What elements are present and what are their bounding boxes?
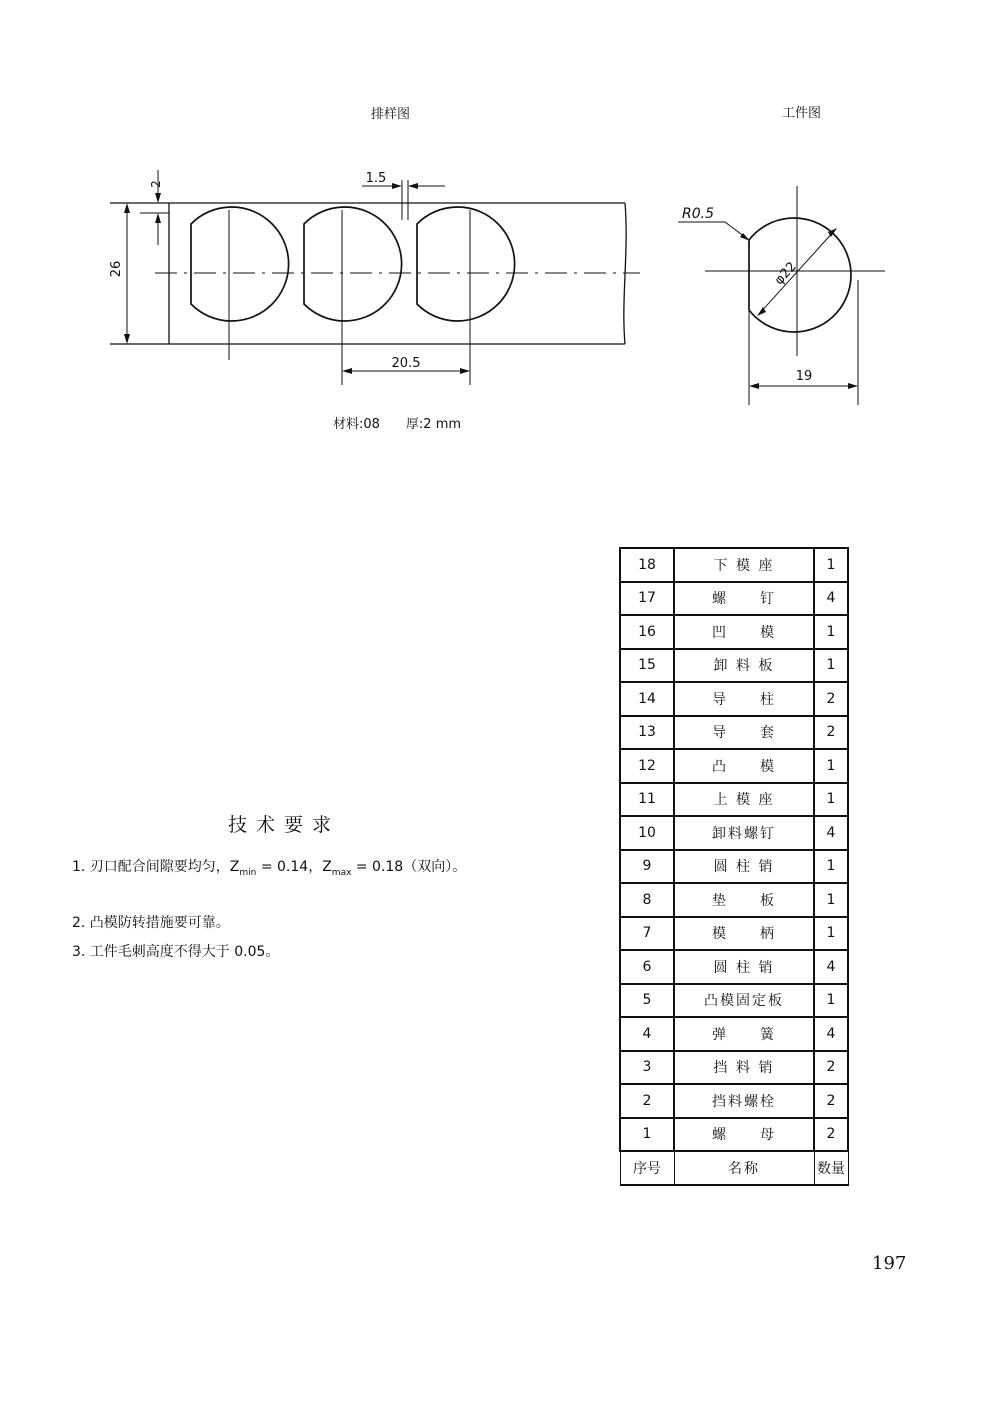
part-number: 4	[620, 1017, 674, 1051]
part-name: 螺 钉	[674, 582, 814, 616]
part-name: 导 柱	[674, 682, 814, 716]
table-row	[620, 716, 848, 750]
part-name: 圆 柱 销	[674, 950, 814, 984]
part-number: 5	[620, 984, 674, 1018]
part-drawing	[670, 180, 900, 410]
part-name: 下 模 座	[674, 548, 814, 582]
part-qty: 1	[814, 548, 848, 582]
part-qty: 2	[814, 1084, 848, 1118]
strip-layout-drawing	[100, 160, 660, 410]
table-row	[620, 615, 848, 649]
part-name: 垫 板	[674, 883, 814, 917]
blank-outline-1	[191, 207, 289, 321]
table-row	[620, 1118, 848, 1152]
part-qty: 2	[814, 1118, 848, 1152]
part-qty: 1	[814, 749, 848, 783]
part-name: 凹 模	[674, 615, 814, 649]
part-number: 7	[620, 917, 674, 951]
part-qty: 4	[814, 950, 848, 984]
table-row	[620, 950, 848, 984]
part-number: 9	[620, 850, 674, 884]
material-note: 材料:08 厚:2 mm	[333, 417, 462, 432]
table-row	[620, 1017, 848, 1051]
part-number: 2	[620, 1084, 674, 1118]
requirement-2: 2. 凸模防转措施要可靠。	[72, 915, 230, 931]
part-name: 弹 簧	[674, 1017, 814, 1051]
header-name: 名称	[674, 1151, 814, 1185]
table-row	[620, 883, 848, 917]
part-name: 凸模固定板	[674, 984, 814, 1018]
part-qty: 1	[814, 883, 848, 917]
part-name: 凸 模	[674, 749, 814, 783]
table-row	[620, 917, 848, 951]
part-number: 8	[620, 883, 674, 917]
page-number: 197	[872, 1253, 907, 1274]
table-header-row	[620, 1151, 848, 1185]
layout-title: 排样图	[371, 107, 411, 122]
part-name: 导 套	[674, 716, 814, 750]
table-row	[620, 850, 848, 884]
tech-requirements-title: 技术要求	[228, 814, 341, 836]
diameter-label: φ22	[771, 259, 800, 289]
table-row	[620, 749, 848, 783]
part-qty: 4	[814, 582, 848, 616]
part-number: 6	[620, 950, 674, 984]
part-number: 17	[620, 582, 674, 616]
part-name: 螺 母	[674, 1118, 814, 1152]
part-name: 上 模 座	[674, 783, 814, 817]
flat-width-label: 19	[795, 369, 813, 384]
part-number: 18	[620, 548, 674, 582]
dim-width-label: 26	[109, 260, 124, 278]
header-number: 序号	[620, 1151, 674, 1185]
table-row	[620, 682, 848, 716]
part-number: 12	[620, 749, 674, 783]
part-name: 挡料螺栓	[674, 1084, 814, 1118]
part-name: 模 柄	[674, 917, 814, 951]
part-qty: 1	[814, 850, 848, 884]
requirement-1: 1. 刃口配合间隙要均匀，$Z_{min} = 0.14$，$Z_{max} = 0.18$（双向）。	[72, 859, 467, 878]
part-number: 3	[620, 1051, 674, 1085]
table-row	[620, 1084, 848, 1118]
part-qty: 1	[814, 917, 848, 951]
part-qty: 1	[814, 984, 848, 1018]
part-qty: 1	[814, 615, 848, 649]
table-row	[620, 783, 848, 817]
part-name: 圆 柱 销	[674, 850, 814, 884]
table-row	[620, 816, 848, 850]
table-row	[620, 548, 848, 582]
table-row	[620, 984, 848, 1018]
part-name: 卸料螺钉	[674, 816, 814, 850]
table-row	[620, 1051, 848, 1085]
blank-outline-2	[304, 207, 402, 321]
part-qty: 2	[814, 682, 848, 716]
part-number: 1	[620, 1118, 674, 1152]
table-row	[620, 582, 848, 616]
part-number: 14	[620, 682, 674, 716]
dim-gap-label: 1.5	[365, 171, 387, 186]
requirement-3: 3. 工件毛刺高度不得大于 0.05。	[72, 944, 280, 960]
part-name: 卸 料 板	[674, 649, 814, 683]
part-number: 15	[620, 649, 674, 683]
table-row	[620, 649, 848, 683]
part-outline	[749, 218, 851, 332]
part-qty: 1	[814, 783, 848, 817]
dim-pitch-label: 20.5	[391, 356, 421, 371]
part-number: 11	[620, 783, 674, 817]
dim-edge-label: 2	[149, 180, 163, 188]
radius-label: R0.5	[682, 206, 714, 222]
part-qty: 4	[814, 816, 848, 850]
part-qty: 4	[814, 1017, 848, 1051]
part-qty: 1	[814, 649, 848, 683]
part-name: 挡 料 销	[674, 1051, 814, 1085]
part-qty: 2	[814, 716, 848, 750]
part-title: 工件图	[782, 106, 822, 121]
part-number: 16	[620, 615, 674, 649]
header-qty: 数量	[814, 1151, 848, 1185]
part-number: 13	[620, 716, 674, 750]
blank-outline-3	[417, 207, 515, 321]
part-qty: 2	[814, 1051, 848, 1085]
part-number: 10	[620, 816, 674, 850]
parts-list-table	[619, 547, 849, 1186]
